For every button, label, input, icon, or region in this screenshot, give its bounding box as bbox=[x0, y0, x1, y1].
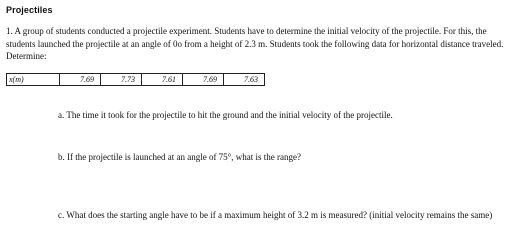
question-a: a. The time it took for the projectile to hit the ground and the initial velocity of the projectile. bbox=[58, 110, 393, 120]
table-cell: 7.61 bbox=[142, 74, 183, 86]
table-header-cell: x(m) bbox=[7, 74, 60, 86]
table-row bbox=[7, 74, 265, 86]
table-cell: 7.63 bbox=[224, 74, 265, 86]
table-cell: 7.69 bbox=[183, 74, 224, 86]
problem-statement: 1. A group of students conducted a projectile experiment. Students have to determine the initial velocity of the projectile. For this, the students launched the projectile at an angle of 0o from a height of 2.3 m. Students took the following data for horizontal distance traveled. Determine: bbox=[6, 26, 504, 61]
table-cell: 7.69 bbox=[60, 74, 101, 86]
question-b: b. If the projectile is launched at an angle of 75°, what is the range? bbox=[58, 152, 302, 162]
table-cell: 7.73 bbox=[101, 74, 142, 86]
document-title: Projectiles bbox=[6, 5, 53, 15]
question-c: c. What does the starting angle have to be if a maximum height of 3.2 m is measured? (initial velocity remains the same) bbox=[58, 210, 493, 220]
distance-data-table bbox=[6, 73, 265, 86]
